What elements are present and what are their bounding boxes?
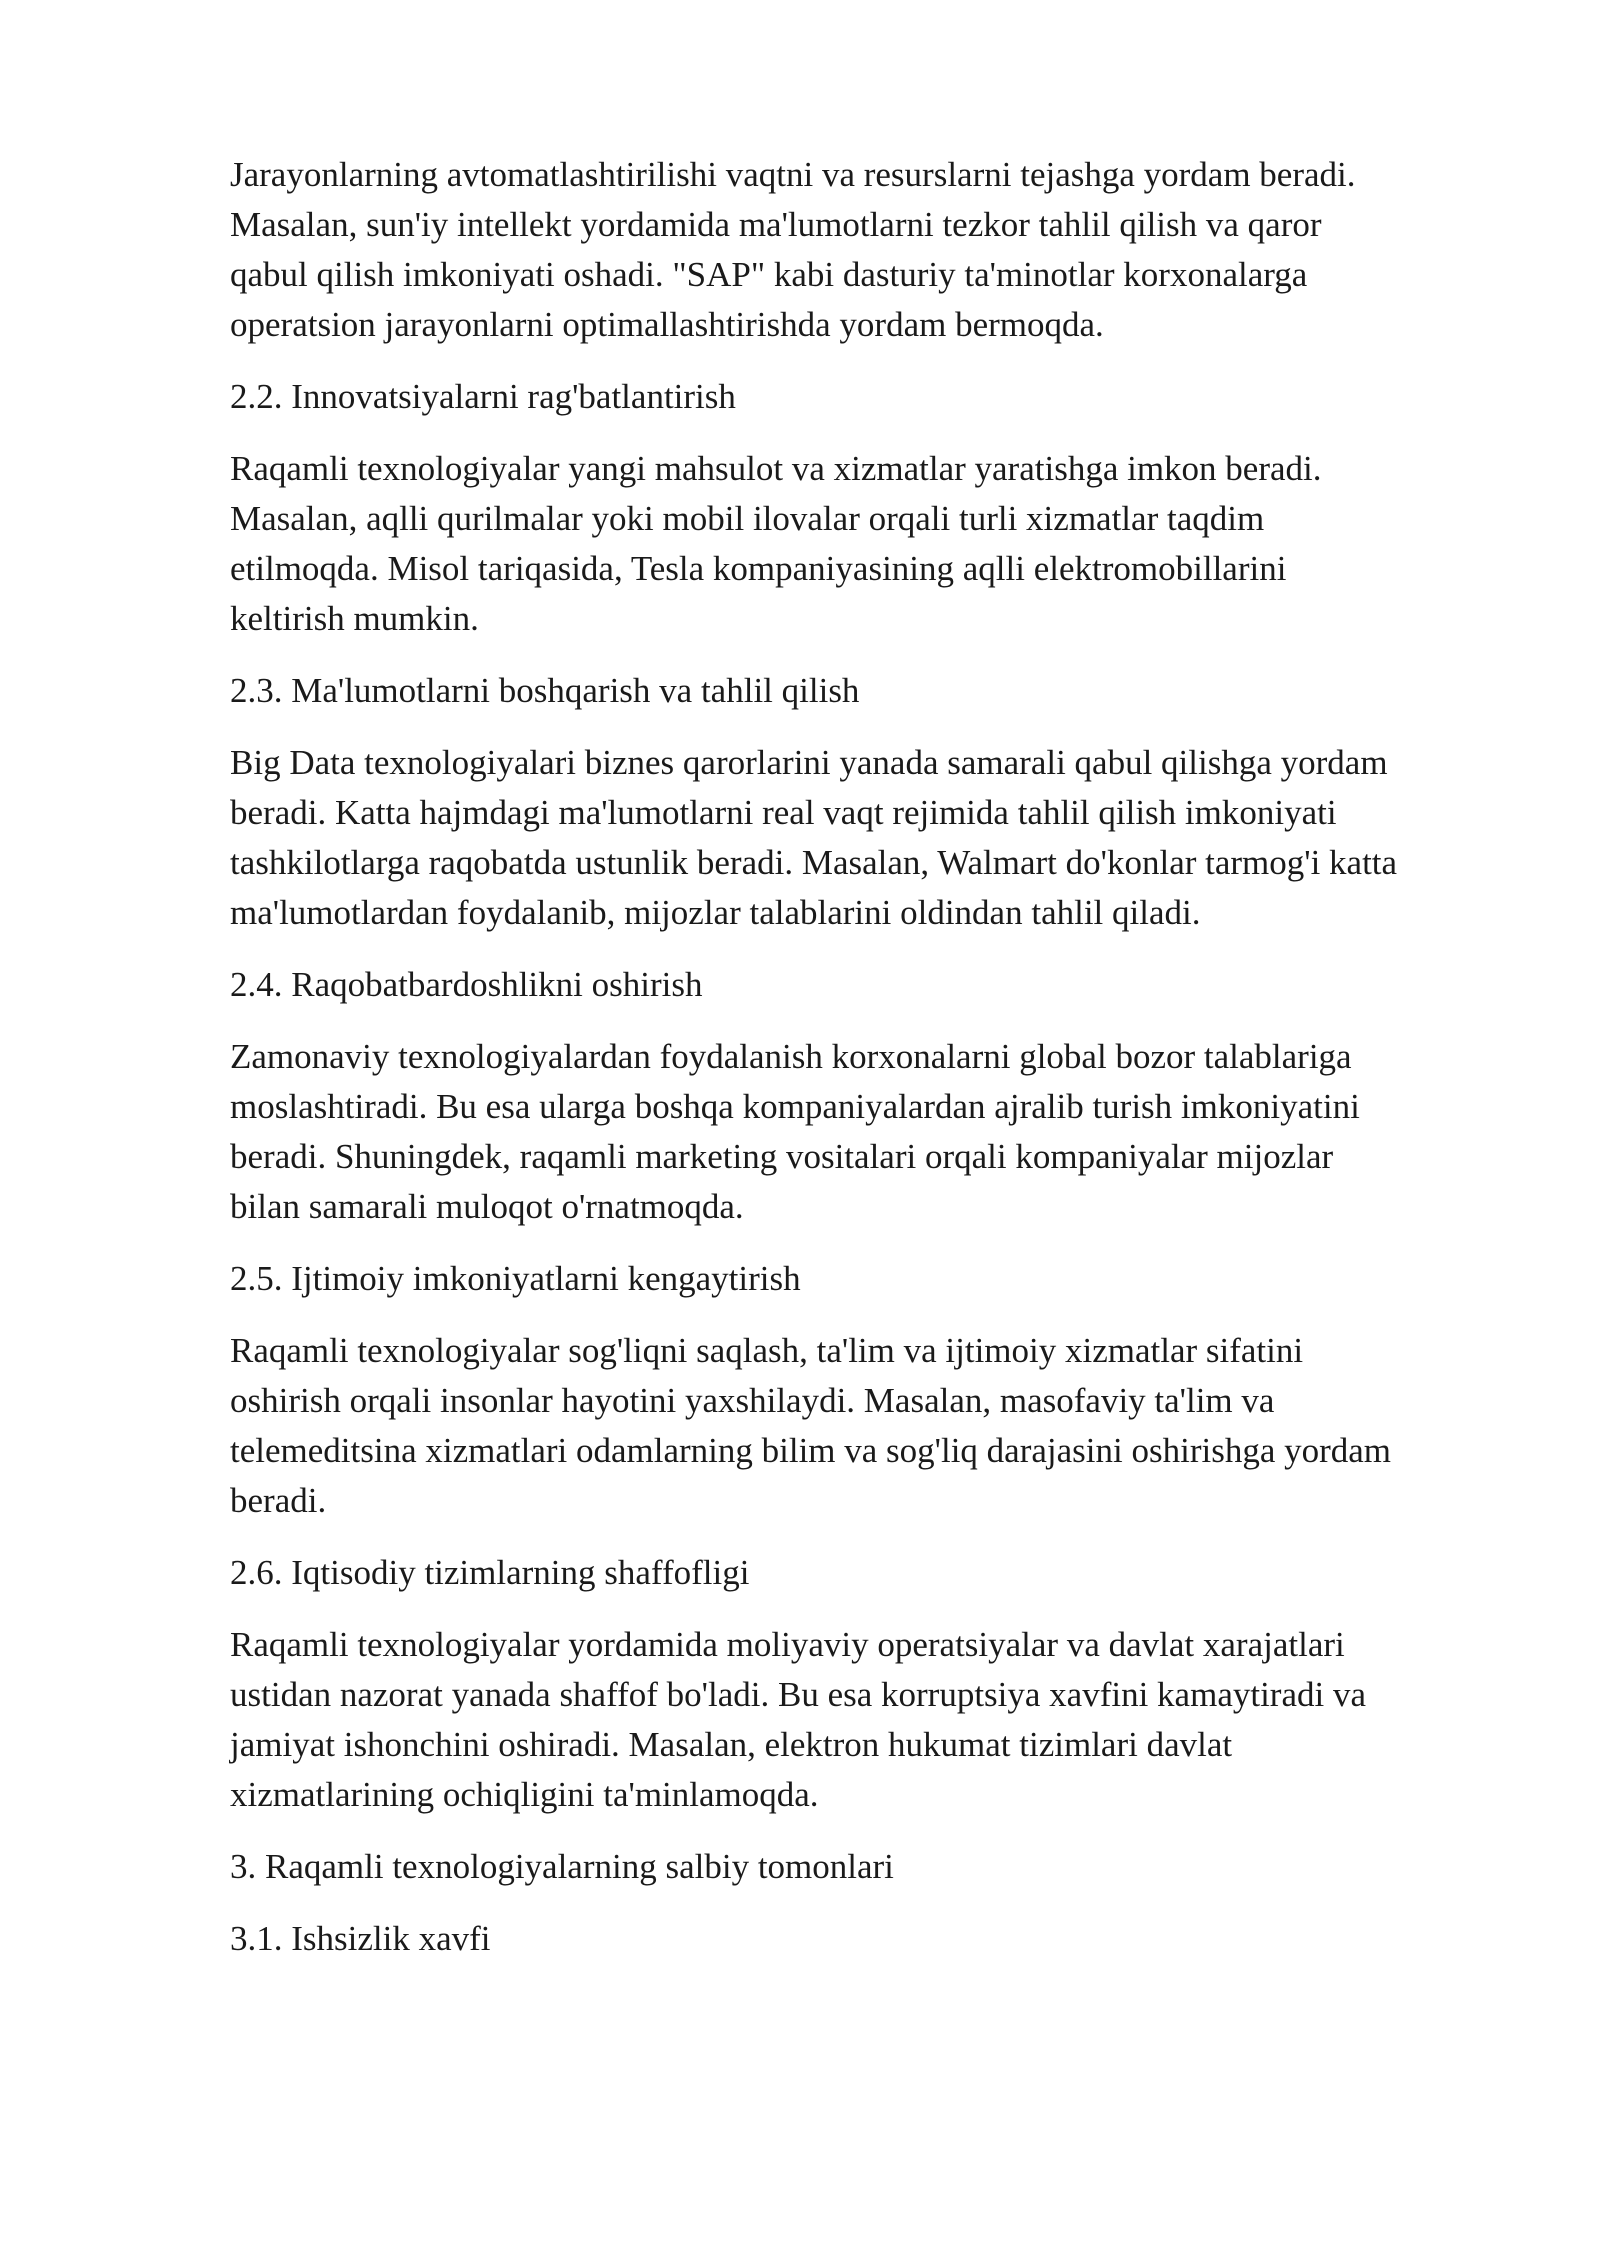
paragraph-line: Raqamli texnologiyalar sog'liqni saqlash, ta'lim va ijtimoiy xizmatlar sifatini xyxy=(230,1331,1304,1370)
paragraph-line: bilan samarali muloqot o'rnatmoqda. xyxy=(230,1187,744,1226)
paragraph-line: Raqamli texnologiyalar yangi mahsulot va xizmatlar yaratishga imkon beradi. xyxy=(230,449,1322,488)
paragraph-social xyxy=(230,1326,1530,1526)
paragraph-line: operatsion jarayonlarni optimallashtirishda yordam bermoqda. xyxy=(230,305,1104,344)
paragraph-line: telemeditsina xizmatlari odamlarning bilim va sog'liq darajasini oshirishga yordam xyxy=(230,1431,1392,1470)
document-body xyxy=(230,150,1530,1986)
section-heading-2-5: 2.5. Ijtimoiy imkoniyatlarni kengaytirish xyxy=(230,1259,801,1298)
paragraph-competitiveness xyxy=(230,1032,1530,1232)
section-heading-2-3: 2.3. Ma'lumotlarni boshqarish va tahlil qilish xyxy=(230,671,860,710)
section-heading-2-6: 2.6. Iqtisodiy tizimlarning shaffofligi xyxy=(230,1553,750,1592)
section-heading-2-2: 2.2. Innovatsiyalarni rag'batlantirish xyxy=(230,377,736,416)
paragraph-innovation xyxy=(230,444,1530,644)
paragraph-line: etilmoqda. Misol tariqasida, Tesla kompaniyasining aqlli elektromobillarini xyxy=(230,549,1287,588)
paragraph-line: ma'lumotlardan foydalanib, mijozlar talablarini oldindan tahlil qiladi. xyxy=(230,893,1201,932)
section-heading-3-1: 3.1. Ishsizlik xavfi xyxy=(230,1919,491,1958)
paragraph-line: xizmatlarining ochiqligini ta'minlamoqda. xyxy=(230,1775,819,1814)
paragraph-line: Big Data texnologiyalari biznes qarorlarini yanada samarali qabul qilishga yordam xyxy=(230,743,1388,782)
paragraph-line: Jarayonlarning avtomatlashtirilishi vaqtni va resurslarni tejashga yordam beradi. xyxy=(230,155,1356,194)
paragraph-line: oshirish orqali insonlar hayotini yaxshilaydi. Masalan, masofaviy ta'lim va xyxy=(230,1381,1275,1420)
paragraph-line: Masalan, aqlli qurilmalar yoki mobil ilovalar orqali turli xizmatlar taqdim xyxy=(230,499,1265,538)
paragraph-line: qabul qilish imkoniyati oshadi. "SAP" kabi dasturiy ta'minotlar korxonalarga xyxy=(230,255,1308,294)
paragraph-line: ustidan nazorat yanada shaffof bo'ladi. Bu esa korruptsiya xavfini kamaytiradi va xyxy=(230,1675,1366,1714)
paragraph-automation xyxy=(230,150,1530,350)
paragraph-transparency xyxy=(230,1620,1530,1820)
paragraph-line: moslashtiradi. Bu esa ularga boshqa kompaniyalardan ajralib turish imkoniyatini xyxy=(230,1087,1360,1126)
paragraph-line: beradi. Shuningdek, raqamli marketing vositalari orqali kompaniyalar mijozlar xyxy=(230,1137,1334,1176)
paragraph-line: jamiyat ishonchini oshiradi. Masalan, elektron hukumat tizimlari davlat xyxy=(230,1725,1233,1764)
paragraph-line: Raqamli texnologiyalar yordamida moliyaviy operatsiyalar va davlat xarajatlari xyxy=(230,1625,1345,1664)
section-heading-3: 3. Raqamli texnologiyalarning salbiy tomonlari xyxy=(230,1847,894,1886)
paragraph-line: keltirish mumkin. xyxy=(230,599,479,638)
paragraph-line: Masalan, sun'iy intellekt yordamida ma'lumotlarni tezkor tahlil qilish va qaror xyxy=(230,205,1322,244)
paragraph-line: beradi. xyxy=(230,1481,327,1520)
paragraph-line: beradi. Katta hajmdagi ma'lumotlarni real vaqt rejimida tahlil qilish imkoniyati xyxy=(230,793,1337,832)
paragraph-line: tashkilotlarga raqobatda ustunlik beradi. Masalan, Walmart do'konlar tarmog'i katta xyxy=(230,843,1398,882)
section-heading-2-4: 2.4. Raqobatbardoshlikni oshirish xyxy=(230,965,703,1004)
paragraph-line: Zamonaviy texnologiyalardan foydalanish korxonalarni global bozor talablariga xyxy=(230,1037,1352,1076)
paragraph-big-data xyxy=(230,738,1530,938)
